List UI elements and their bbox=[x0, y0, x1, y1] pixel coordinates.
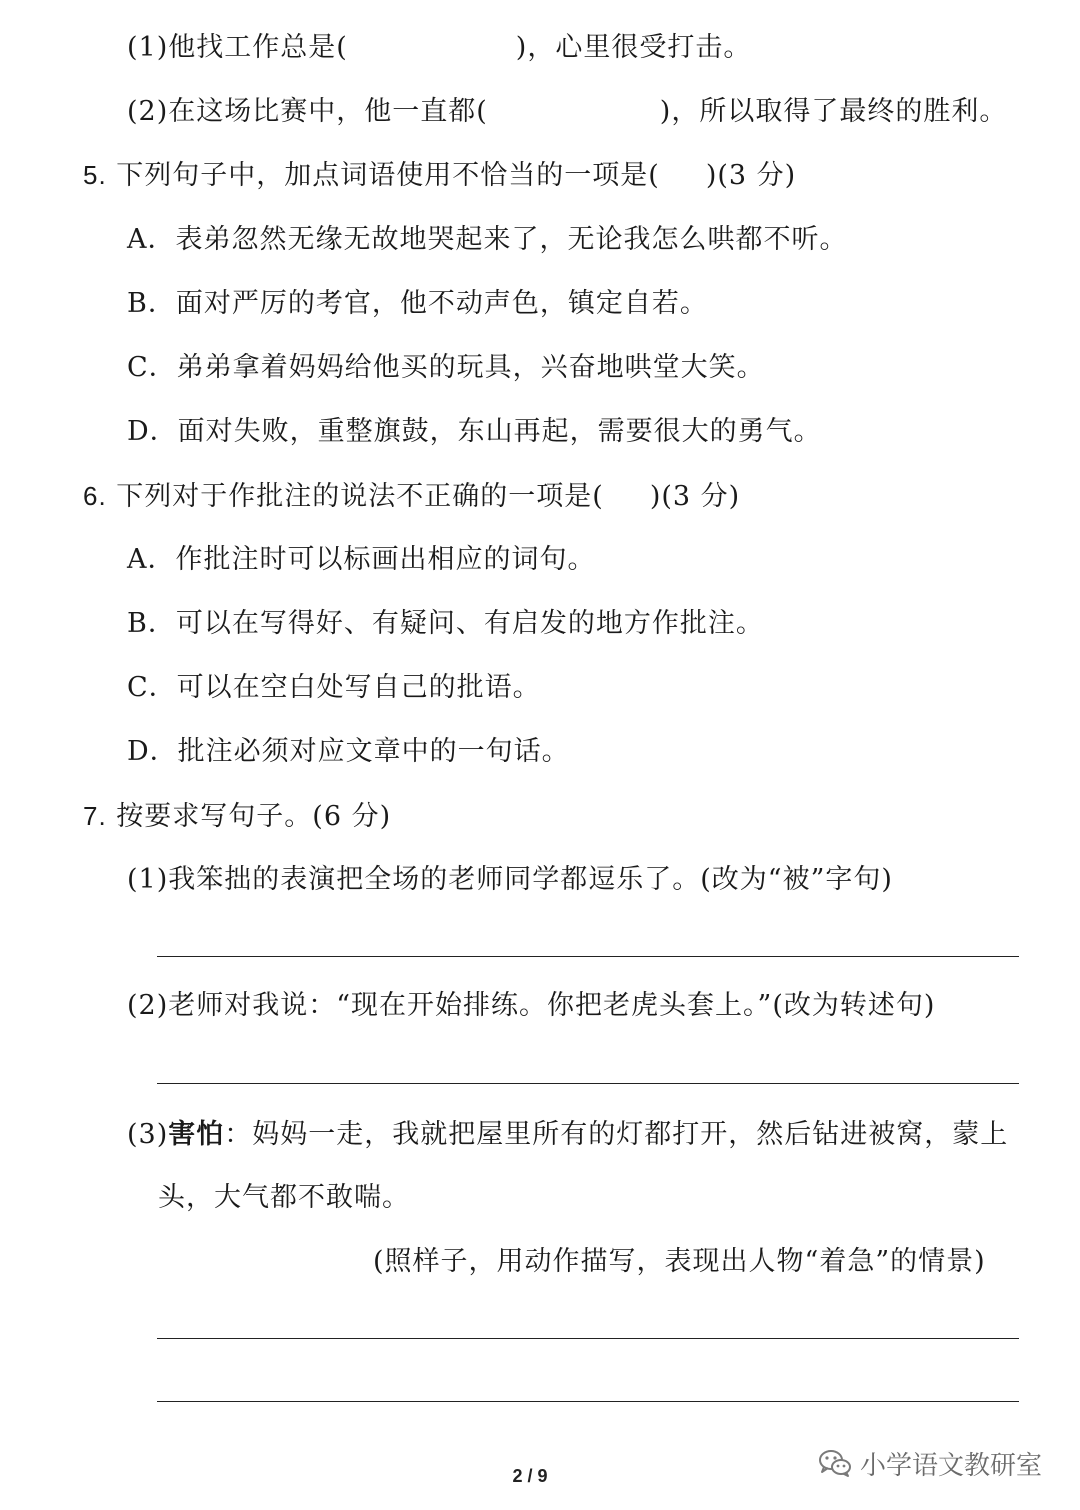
q5-option-d: D．面对失败，重整旗鼓，东山再起，需要很大的勇气。 bbox=[127, 416, 822, 447]
q7-item-3-keyword: 害怕 bbox=[168, 1119, 225, 1150]
q4-item-1-post: )，心里很受打击。 bbox=[515, 32, 752, 63]
q5-stem-pre: 下列句子中，加点词语使用不恰当的一项是( bbox=[116, 160, 660, 191]
q5-stem-post: )(3 分) bbox=[705, 160, 797, 191]
q7-item-1-answer-line[interactable] bbox=[157, 956, 1019, 957]
q5-option-a: A．表弟忽然无缘无故地哭起来了，无论我怎么哄都不听。 bbox=[127, 224, 848, 255]
q7-item-2-answer-line[interactable] bbox=[157, 1083, 1019, 1084]
q5-option-c: C．弟弟拿着妈妈给他买的玩具，兴奋地哄堂大笑。 bbox=[127, 352, 765, 383]
q7-item-2: (2)老师对我说：“现在开始排练。你把老虎头套上。”(改为转述句) bbox=[127, 990, 936, 1021]
q7-item-1: (1)我笨拙的表演把全场的老师同学都逗乐了。(改为“被”字句) bbox=[127, 864, 893, 895]
q4-item-2 bbox=[127, 92, 1007, 132]
q6-stem bbox=[83, 476, 740, 517]
q7-item-3-instruction: (照样子，用动作描写，表现出人物“着急”的情景) bbox=[373, 1246, 986, 1277]
q4-item-2-pre: (2)在这场比赛中，他一直都( bbox=[127, 96, 488, 127]
q4-item-1-pre: (1)他找工作总是( bbox=[127, 32, 348, 63]
watermark-text: 小学语文教研室 bbox=[860, 1450, 1043, 1481]
q7-stem-text: 按要求写句子。(6 分) bbox=[116, 801, 392, 832]
watermark bbox=[818, 1445, 1042, 1481]
q7-item-3-answer-line-2[interactable] bbox=[157, 1401, 1019, 1402]
q4-item-2-post: )，所以取得了最终的胜利。 bbox=[659, 96, 1008, 127]
q6-option-b: B．可以在写得好、有疑问、有启发的地方作批注。 bbox=[127, 608, 764, 639]
q7-number: 7. bbox=[83, 801, 107, 831]
q6-number: 6. bbox=[83, 481, 107, 511]
q5-number: 5. bbox=[83, 160, 107, 190]
q6-option-d: D．批注必须对应文章中的一句话。 bbox=[127, 736, 570, 767]
q7-item-3 bbox=[127, 1115, 1008, 1155]
q7-item-3-answer-line-1[interactable] bbox=[157, 1338, 1019, 1339]
q7-item-3-text: ：妈妈一走，我就把屋里所有的灯都打开，然后钻进被窝，蒙上 bbox=[224, 1119, 1009, 1150]
q6-stem-post: )(3 分) bbox=[649, 481, 741, 512]
q4-item-1 bbox=[127, 28, 751, 68]
wechat-icon bbox=[818, 1448, 852, 1478]
q5-option-b: B．面对严厉的考官，他不动声色，镇定自若。 bbox=[127, 288, 708, 319]
q6-option-a: A．作批注时可以标画出相应的词句。 bbox=[127, 544, 596, 575]
q6-option-c: C．可以在空白处写自己的批语。 bbox=[127, 672, 541, 703]
q7-item-3-continuation: 头，大气都不敢喘。 bbox=[158, 1182, 410, 1213]
q7-item-3-prefix: (3) bbox=[127, 1119, 169, 1150]
page-number: 2 / 9 bbox=[512, 1466, 548, 1486]
q7-stem bbox=[83, 796, 391, 837]
q5-stem bbox=[83, 155, 796, 196]
q6-stem-pre: 下列对于作批注的说法不正确的一项是( bbox=[116, 481, 604, 512]
